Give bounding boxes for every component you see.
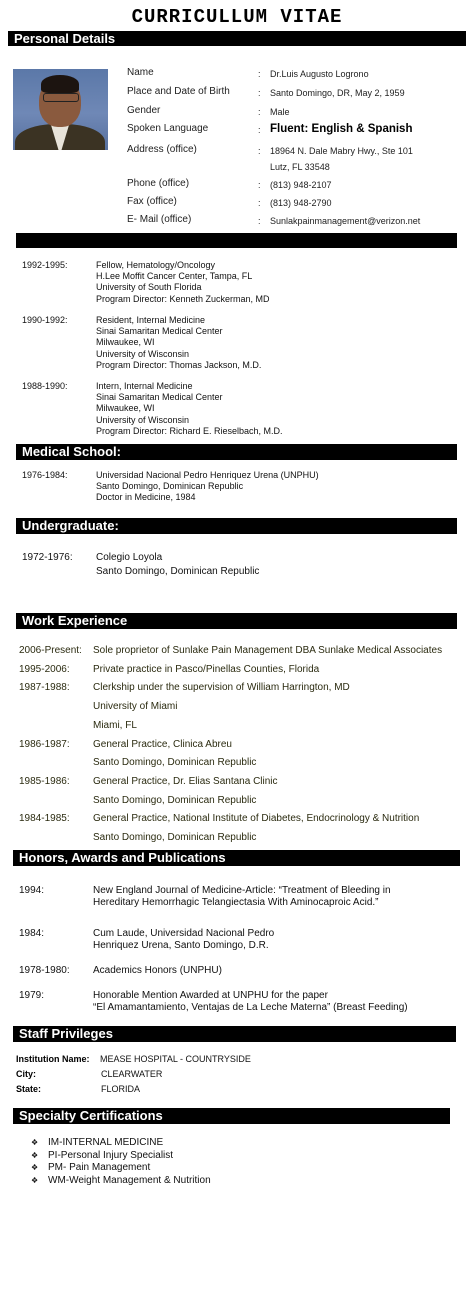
honor-line: Academics Honors (UNPHU) (93, 965, 222, 976)
section-header-medical-school (16, 444, 457, 460)
honor-years: 1984: (19, 928, 45, 939)
detail-label: Address (office) (127, 144, 197, 155)
detail-value: Dr.Luis Augusto Logrono (270, 69, 369, 79)
detail-value: Sunlakpainmanagement@verizon.net (270, 216, 421, 226)
training-years: 1992-1995: (22, 260, 68, 270)
state-label: State: (16, 1084, 42, 1094)
honor-line: Cum Laude, Universidad Nacional Pedro (93, 928, 275, 939)
detail-colon: : (258, 146, 261, 156)
honor-years: 1978-1980: (19, 965, 70, 976)
detail-value: (813) 948-2107 (270, 180, 332, 190)
section-title: Undergraduate: (22, 518, 119, 533)
section-title: Staff Privileges (19, 1026, 113, 1041)
detail-value-line2: Lutz, FL 33548 (270, 162, 330, 172)
work-text: General Practice, Dr. Elias Santana Clinic (93, 775, 278, 787)
detail-label: Fax (office) (127, 196, 177, 207)
page-title: CURRICULLUM VITAE (131, 6, 343, 28)
profile-photo (13, 69, 108, 150)
training-line: Intern, Internal Medicine (96, 381, 193, 391)
section-header-work-experience (16, 613, 457, 629)
certification-item: WM-Weight Management & Nutrition (48, 1174, 211, 1186)
training-line: Milwaukee, WI (96, 403, 155, 414)
training-line: Program Director: Kenneth Zuckerman, MD (96, 293, 270, 304)
section-title: Specialty Certifications (19, 1108, 163, 1123)
training-line: Sinai Samaritan Medical Center (96, 392, 223, 403)
training-line: University of Wisconsin (96, 414, 190, 425)
section-title: Medical School: (22, 444, 121, 459)
honor-line: “El Amamantamiento, Ventajas de La Leche Materna” (Breast Feeding) (93, 1002, 408, 1014)
training-years: 1990-1992: (22, 315, 68, 325)
detail-label: Phone (office) (127, 178, 190, 189)
work-text: University of Miami (93, 701, 178, 713)
training-line: University of South Florida (96, 282, 202, 293)
detail-colon: : (258, 180, 261, 190)
undergrad-years: 1972-1976: (22, 552, 73, 563)
detail-label: E- Mail (office) (127, 214, 192, 225)
undergrad-line: Santo Domingo, Dominican Republic (96, 565, 260, 577)
section-title: Work Experience (22, 613, 128, 628)
honor-line: Honorable Mention Awarded at UNPHU for the paper (93, 990, 328, 1001)
medical-years: 1976-1984: (22, 470, 68, 480)
work-years: 1987-1988: (19, 682, 70, 694)
honor-line: Hereditary Hemorrhagic Telangiectasia With Aminocaproic Acid.” (93, 897, 379, 909)
work-text: Clerkship under the supervision of William Harrington, MD (93, 682, 350, 694)
training-line: Resident, Internal Medicine (96, 315, 206, 325)
section-title: Honors, Awards and Publications (19, 850, 226, 865)
detail-colon: : (258, 69, 261, 79)
section-header-honors (13, 850, 460, 866)
section-header-staff-privileges (13, 1026, 456, 1042)
section-title: Personal Details (14, 31, 116, 46)
medical-line: Universidad Nacional Pedro Henriquez Urena (UNPHU) (96, 470, 319, 480)
city-label: City: (16, 1069, 36, 1079)
detail-value: (813) 948-2790 (270, 198, 332, 208)
training-line: Fellow, Hematology/Oncology (96, 260, 216, 270)
detail-value: Male (270, 107, 290, 117)
undergrad-line: Colegio Loyola (96, 552, 163, 563)
work-text: Santo Domingo, Dominican Republic (93, 794, 257, 806)
bullet-icon: ❖ (31, 1175, 39, 1185)
detail-colon: : (258, 107, 261, 117)
bullet-icon: ❖ (31, 1163, 39, 1172)
section-header-specialty-certifications (13, 1108, 450, 1124)
work-years: 2006-Present: (19, 645, 82, 656)
detail-value: 18964 N. Dale Mabry Hwy., Ste 101 (270, 146, 413, 156)
detail-colon: : (258, 216, 261, 226)
work-text: Santo Domingo, Dominican Republic (93, 832, 257, 843)
training-line: Sinai Samaritan Medical Center (96, 326, 223, 337)
detail-label: Name (127, 67, 154, 78)
work-years: 1984-1985: (19, 813, 70, 825)
work-text: Private practice in Pasco/Pinellas Counties, Florida (93, 663, 320, 675)
work-years: 1986-1987: (19, 738, 70, 750)
city-value: CLEARWATER (101, 1069, 163, 1079)
detail-label: Place and Date of Birth (127, 86, 230, 97)
medical-line: Santo Domingo, Dominican Republic (96, 481, 244, 492)
institution-label: Institution Name: (16, 1054, 90, 1064)
training-line: Program Director: Thomas Jackson, M.D. (96, 359, 262, 370)
certification-item: PI-Personal Injury Specialist (48, 1149, 174, 1161)
training-line: University of Wisconsin (96, 348, 190, 359)
work-text: Sole proprietor of Sunlake Pain Management DBA Sunlake Medical Associates (93, 645, 443, 656)
work-years: 1985-1986: (19, 775, 70, 787)
detail-value: Santo Domingo, DR, May 2, 1959 (270, 88, 405, 98)
work-text: Santo Domingo, Dominican Republic (93, 757, 257, 769)
work-text: General Practice, Clinica Abreu (93, 738, 232, 750)
detail-label: Gender (127, 105, 161, 116)
state-value: FLORIDA (101, 1084, 141, 1094)
work-text: General Practice, National Institute of Diabetes, Endocrinology & Nutrition (93, 813, 420, 825)
honor-line: New England Journal of Medicine-Article: “Treatment of Bleeding in (93, 885, 391, 896)
institution-value: MEASE HOSPITAL - COUNTRYSIDE (100, 1054, 251, 1064)
detail-colon: : (258, 125, 261, 135)
training-years: 1988-1990: (22, 381, 68, 391)
bullet-icon: ❖ (31, 1138, 39, 1147)
training-line: H.Lee Moffit Cancer Center, Tampa, FL (96, 271, 253, 282)
training-line: Milwaukee, WI (96, 337, 155, 348)
honor-years: 1994: (19, 885, 45, 896)
section-header-personal-details (8, 31, 466, 46)
work-years: 1995-2006: (19, 663, 70, 675)
certification-item: PM- Pain Management (48, 1162, 151, 1173)
training-line: Program Director: Richard E. Rieselbach, M.D. (96, 425, 283, 436)
detail-label: Spoken Language (127, 123, 209, 134)
bullet-icon: ❖ (31, 1150, 39, 1160)
work-text: Miami, FL (93, 719, 137, 731)
medical-line: Doctor in Medicine, 1984 (96, 492, 196, 503)
detail-colon: : (258, 88, 261, 98)
detail-value: Fluent: English & Spanish (270, 123, 413, 135)
honor-line: Henriquez Urena, Santo Domingo, D.R. (93, 940, 269, 952)
honor-years: 1979: (19, 990, 45, 1001)
section-header-training (16, 233, 457, 248)
certification-item: IM-INTERNAL MEDICINE (48, 1137, 164, 1148)
section-header-undergraduate (16, 518, 457, 534)
detail-colon: : (258, 198, 261, 208)
